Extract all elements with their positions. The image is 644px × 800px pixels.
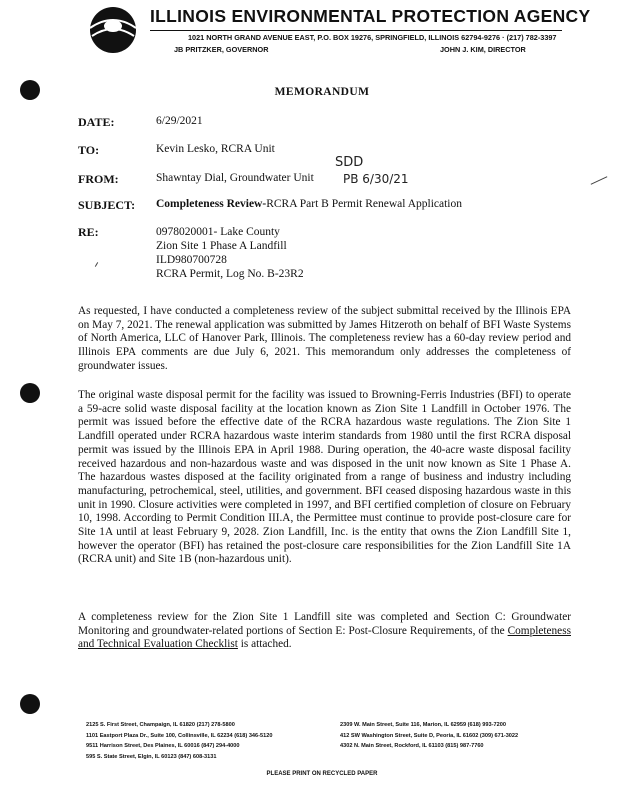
hole-punch-bottom [20,694,40,714]
office-address: 4302 N. Main Street, Rockford, IL 61103 (815) 987-7760 [340,743,484,749]
office-address: 9511 Harrison Street, Des Plaines, IL 60016 (847) 294-4000 [86,743,240,749]
to-label: TO: [78,143,100,157]
review-text-after: is attached. [237,638,292,651]
director-name: JOHN J. KIM, DIRECTOR [440,45,526,54]
office-address: 1101 Eastport Plaza Dr., Suite 100, Collinsville, IL 62234 (618) 346-5120 [86,732,273,739]
footer-offices-left [86,720,272,762]
agency-name: ILLINOIS ENVIRONMENTAL PROTECTION AGENCY [150,6,591,26]
paragraph-background: The original waste disposal permit for the facility was issued to Browning-Ferris Industries (BFI) to operate a 59-acre solid waste disposal facility at the location known as Zion Site 1 Landfill in October 1976. The permit was issued before the effective date of the RCRA hazardous waste regulations. The Zion Site 1 Landfill operated under RCRA hazardous waste interim standards from 1980 until the first RCRA disposal permit was issued by the Illinois EPA in April 1988. During operation, the 40-acre waste disposal facility received hazardous and non-hazardous waste and was disposed in the unit now known as Site 1 Phase A. The hazardous wastes disposed at the facility originated from a range of business and industry including manufacturing, petrochemical, steel, utilities, and government. BFI ceased disposing hazardous waste in this unit in 1990. Closure activities were completed in 1997, and BFI certified completion of closure on February 10, 1998. According to Permit Condition III.A, the Permittee must continue to provide post-closure care for Site 1A until at least February 9, 2028. Zion Landfill, Inc. is the entity that owns the Zion Landfill Site 1, however the operator (BFI) has retained the post-closure care responsibilities for the Zion Landfill Site 1A (RCRA unit) and Site 1B (non-hazardous unit). [78,389,571,566]
memo-title: MEMORANDUM [274,86,370,98]
subject-value [156,198,462,210]
agency-address: 1021 NORTH GRAND AVENUE EAST, P.O. BOX 19276, SPRINGFIELD, ILLINOIS 62794-9276 · (217) 782-3397 [188,33,557,42]
letterhead-rule [150,30,562,31]
handwritten-initials: SDD [335,155,364,170]
re-line: RCRA Permit, Log No. B-23R2 [156,268,304,280]
handwritten-reviewer-mark: PB 6/30/21 [343,172,409,186]
subject-bold: Completeness Review- [156,198,267,210]
office-address: 595 S. State Street, Elgin, IL 60123 (847) 608-3131 [86,753,217,760]
office-address: 412 SW Washington Street, Suite D, Peoria, IL 61602 (309) 671-3022 [340,732,519,739]
footer-offices-right [340,720,518,752]
subject-label: SUBJECT: [78,198,136,212]
review-text-before: A completeness review for the Zion Site 1 Landfill site was completed and Section C: Groundwater Monitoring and groundwater-related portions of Section E: Post-Closure Requirements, of the [78,611,571,637]
re-line: Zion Site 1 Phase A Landfill [156,240,287,252]
re-line: 0978020001- Lake County [156,226,280,238]
agency-seal-logo [78,6,148,54]
subject-rest: RCRA Part B Permit Renewal Application [266,198,462,210]
from-value: Shawntay Dial, Groundwater Unit [156,172,314,184]
paragraph-intro: As requested, I have conducted a completeness review of the subject submittal received by the Illinois EPA on May 7, 2021. The renewal application was submitted by James Hitzeroth on behalf of BFI Waste Systems of North America, LLC of Hanover Park, Illinois. The completeness review has a 60-day review period and Illinois EPA comments are due July 6, 2021. This memorandum only addresses the completeness of groundwater issues. [78,305,571,372]
paragraph-review [78,611,571,652]
hole-punch-middle [20,383,40,403]
stray-mark [95,262,98,267]
recycled-paper-note: PLEASE PRINT ON RECYCLED PAPER [266,771,378,777]
date-value: 6/29/2021 [156,115,203,127]
re-line: ILD980700728 [156,254,227,266]
checklist-link[interactable]: Completeness and Technical Evaluation Checklist [78,624,571,651]
office-address: 2309 W. Main Street, Suite 116, Marion, IL 62959 (618) 993-7200 [340,722,506,728]
from-label: FROM: [78,172,119,186]
governor-name: JB PRITZKER, GOVERNOR [174,45,269,54]
to-value: Kevin Lesko, RCRA Unit [156,143,275,155]
stray-mark [591,176,608,185]
date-label: DATE: [78,115,115,129]
office-address: 2125 S. First Street, Champaign, IL 61820 (217) 278-5800 [86,722,235,728]
re-label: RE: [78,225,99,239]
